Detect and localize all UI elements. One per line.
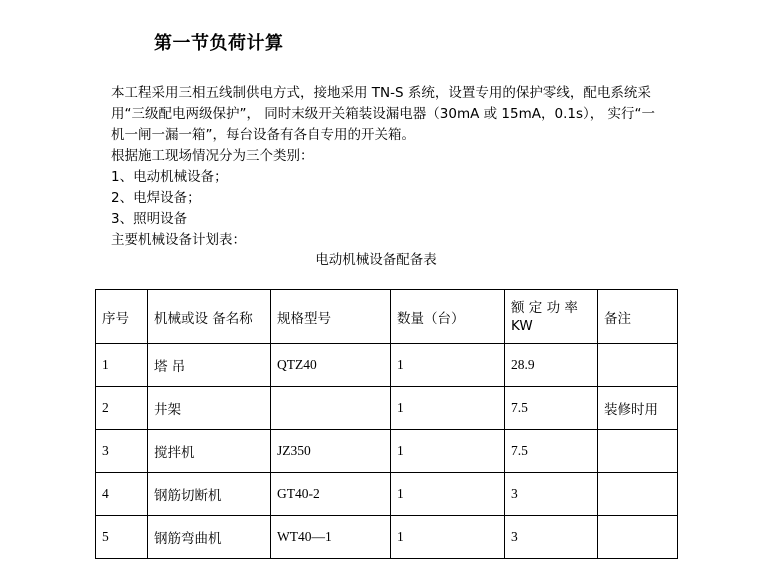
table-row <box>96 516 678 559</box>
intro-paragraph <box>111 83 691 146</box>
cell-power: 3 <box>505 516 598 559</box>
cell-index: 4 <box>96 473 148 516</box>
equipment-table <box>95 289 678 559</box>
cell-name: 塔 吊 <box>148 344 271 387</box>
cell-model <box>271 387 391 430</box>
intro-line: 用“三级配电两级保护”， 同时末级开关箱装设漏电器（30mA 或 15mA，0.1s）， 实行“一 <box>111 106 656 122</box>
cell-index: 3 <box>96 430 148 473</box>
cell-model: JZ350 <box>271 430 391 473</box>
table-row <box>96 473 678 516</box>
intro-line: 机一闸一漏一箱”，每台设备有各自专用的开关箱。 <box>111 127 415 143</box>
cell-power: 7.5 <box>505 430 598 473</box>
category-item: 3、照明设备 <box>111 211 188 227</box>
table-row <box>96 387 678 430</box>
cell-remark: 装修时用 <box>598 387 678 430</box>
header-index: 序号 <box>96 290 148 344</box>
cell-index: 2 <box>96 387 148 430</box>
category-intro: 根据施工现场情况分为三个类别： <box>111 148 314 164</box>
table-row <box>96 430 678 473</box>
cell-index: 5 <box>96 516 148 559</box>
table-header-row <box>96 290 678 344</box>
header-model: 规格型号 <box>271 290 391 344</box>
cell-name: 井架 <box>148 387 271 430</box>
cell-model: GT40-2 <box>271 473 391 516</box>
cell-name: 钢筋切断机 <box>148 473 271 516</box>
intro-line: 本工程采用三相五线制供电方式，接地采用 TN-S 系统，设置专用的保护零线，配电系统采 <box>111 85 651 101</box>
cell-name: 搅拌机 <box>148 430 271 473</box>
cell-power: 28.9 <box>505 344 598 387</box>
cell-qty: 1 <box>391 344 505 387</box>
cell-model: QTZ40 <box>271 344 391 387</box>
cell-power: 3 <box>505 473 598 516</box>
category-block <box>111 146 691 251</box>
category-item: 2、电焊设备； <box>111 190 201 206</box>
cell-qty: 1 <box>391 387 505 430</box>
header-remark: 备注 <box>598 290 678 344</box>
header-name: 机械或设 备名称 <box>148 290 271 344</box>
table-row <box>96 344 678 387</box>
cell-name: 钢筋弯曲机 <box>148 516 271 559</box>
cell-remark <box>598 344 678 387</box>
header-qty: 数量（台） <box>391 290 505 344</box>
table-caption: 电动机械设备配备表 <box>315 252 437 268</box>
cell-index: 1 <box>96 344 148 387</box>
cell-qty: 1 <box>391 430 505 473</box>
cell-model: WT40—1 <box>271 516 391 559</box>
section-title: 第一节负荷计算 <box>154 33 284 54</box>
cell-remark <box>598 473 678 516</box>
cell-remark <box>598 430 678 473</box>
cell-power: 7.5 <box>505 387 598 430</box>
header-power-label: 额 定 功 率 KW <box>511 299 578 334</box>
cell-qty: 1 <box>391 516 505 559</box>
cell-remark <box>598 516 678 559</box>
plan-label: 主要机械设备计划表： <box>111 232 246 248</box>
header-power <box>505 290 598 344</box>
category-item: 1、电动机械设备； <box>111 169 228 185</box>
cell-qty: 1 <box>391 473 505 516</box>
